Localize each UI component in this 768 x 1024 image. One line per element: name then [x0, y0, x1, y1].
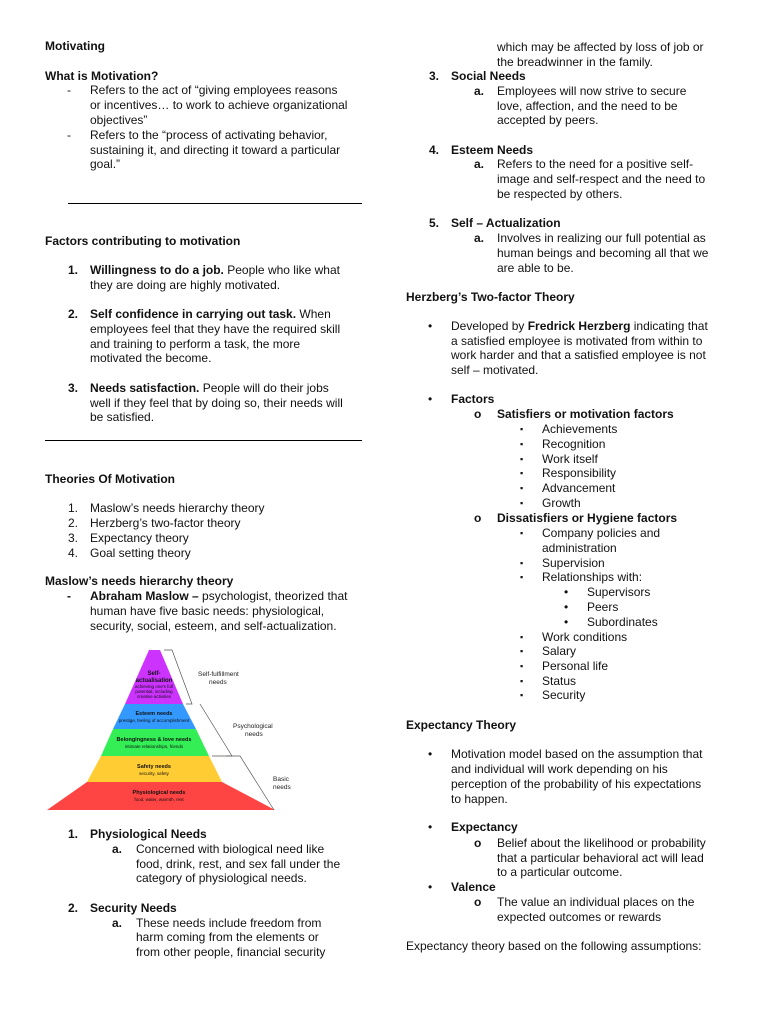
bullet-dot: •	[564, 585, 569, 599]
bullet-square: ▪	[520, 528, 524, 538]
what-is-heading: What is Motivation?	[45, 69, 159, 83]
sub-letter: a.	[474, 84, 485, 98]
list-number: 3.	[429, 69, 440, 83]
bullet-square: ▪	[520, 572, 524, 582]
bullet-dot: •	[428, 820, 433, 834]
dissatisfier-item: administration	[542, 541, 617, 555]
need-line: accepted by peers.	[497, 113, 599, 127]
theory-item: Goal setting theory	[90, 546, 191, 560]
list-number: 4.	[68, 546, 79, 560]
factor-line: be satisfied.	[90, 410, 155, 424]
expectancy-line: to happen.	[451, 792, 508, 806]
maslow-line: security, social, esteem, and self-actualization.	[90, 619, 337, 633]
need-line: food, drink, rest, and sex fall under the	[136, 857, 341, 871]
bullet-square: ▪	[520, 661, 524, 671]
sub-letter: a.	[112, 916, 123, 930]
bullet-square: ▪	[520, 424, 524, 434]
need-title: Physiological Needs	[90, 827, 207, 841]
dissatisfier-item: Work conditions	[542, 630, 628, 644]
expectancy-line: perception of the probability of his expectations	[451, 777, 702, 791]
bullet-square: ▪	[520, 676, 524, 686]
list-number: 4.	[429, 143, 440, 157]
need-line: the breadwinner in the family.	[497, 55, 653, 69]
level-sub: prestige, feeling of accomplishment	[118, 718, 190, 723]
bullet-dot: •	[428, 880, 433, 894]
list-number: 2.	[68, 307, 79, 321]
factor-line: motivated the become.	[90, 351, 212, 365]
satisfier-item: Responsibility	[542, 466, 617, 480]
dash-bullet: -	[67, 128, 71, 142]
pyramid-level-physiological	[47, 782, 275, 810]
bracket-label: Basic	[273, 776, 289, 783]
bracket-label: Psychological	[233, 723, 273, 730]
bullet-square: ▪	[520, 468, 524, 478]
factors-heading: Factors contributing to motivation	[45, 234, 241, 248]
dissatisfier-item: Status	[542, 674, 577, 688]
def-line: sustaining it, and directing it toward a particular	[90, 143, 341, 157]
dissatisfier-item: Supervision	[542, 556, 605, 570]
herzberg-line: self – motivated.	[451, 363, 539, 377]
expectancy-line: to a particular outcome.	[497, 865, 623, 879]
def-line: goal.”	[90, 157, 121, 171]
bracket-label: needs	[245, 731, 263, 738]
dissatisfier-item: Company policies and	[542, 526, 661, 540]
relationship-item: Supervisors	[587, 585, 651, 599]
herzberg-heading: Herzberg’s Two-factor Theory	[406, 290, 575, 304]
level-sub: security, safety	[139, 771, 169, 776]
theory-item: Maslow’s needs hierarchy theory	[90, 501, 265, 515]
need-line: Involves in realizing our full potential as	[497, 231, 706, 245]
list-number: 2.	[68, 901, 79, 915]
need-line: human beings and becoming all that we	[497, 246, 709, 260]
maslow-line: human have five basic needs: physiological,	[90, 604, 325, 618]
need-title: Self – Actualization	[451, 216, 561, 230]
dash-bullet: -	[67, 83, 71, 97]
bullet-square: ▪	[520, 646, 524, 656]
assumptions-line: Expectancy theory based on the following assumptions:	[406, 939, 702, 953]
bullet-square: ▪	[520, 498, 524, 508]
expectancy-label: Expectancy	[451, 820, 518, 834]
level-title: Esteem needs	[135, 711, 173, 717]
dissatisfier-item: Salary	[542, 644, 577, 658]
factor-line: they are doing are highly motivated.	[90, 278, 281, 292]
level-title: actualisation	[135, 678, 173, 684]
def-line: objectives”	[90, 113, 148, 127]
factors-label: Factors	[451, 392, 495, 406]
factor-line: Self confidence in carrying out task. When	[90, 307, 331, 321]
bullet-o: o	[474, 511, 482, 525]
dissatisfier-item: Relationships with:	[542, 570, 643, 584]
level-title: Physiological needs	[132, 790, 186, 796]
level-sub: food, water, warmth, rest	[134, 797, 184, 802]
need-line: Refers to the need for a positive self-	[497, 157, 694, 171]
bullet-dot: •	[428, 319, 433, 333]
bullet-o: o	[474, 895, 482, 909]
sub-letter: a.	[112, 842, 123, 856]
expectancy-line: Belief about the likelihood or probability	[497, 836, 706, 850]
list-number: 1.	[68, 263, 79, 277]
factor-line: Willingness to do a job. People who like what	[90, 263, 340, 277]
need-title: Social Needs	[451, 69, 526, 83]
bullet-square: ▪	[520, 632, 524, 642]
dissatisfier-item: Security	[542, 688, 586, 702]
bullet-square: ▪	[520, 454, 524, 464]
bullet-square: ▪	[520, 558, 524, 568]
bullet-dot: •	[564, 615, 569, 629]
bullet-square: ▪	[520, 483, 524, 493]
list-number: 3.	[68, 381, 79, 395]
expectancy-heading: Expectancy Theory	[406, 718, 517, 732]
list-number: 3.	[68, 531, 79, 545]
doc-title: Motivating	[45, 39, 105, 53]
level-title: Safety needs	[137, 764, 171, 770]
def-line: Refers to the “process of activating behavior,	[90, 128, 328, 142]
list-number: 2.	[68, 516, 79, 530]
herzberg-line: work harder and that a satisfied employee is not	[451, 348, 706, 362]
need-line: love, affection, and the need to be	[497, 99, 678, 113]
satisfiers-label: Satisfiers or motivation factors	[497, 407, 674, 421]
dissatisfier-item: Personal life	[542, 659, 609, 673]
factor-line: Needs satisfaction. People will do their jobs	[90, 381, 329, 395]
maslow-heading: Maslow’s needs hierarchy theory	[45, 574, 234, 588]
bracket-label: needs	[209, 679, 227, 686]
valence-label: Valence	[451, 880, 496, 894]
expectancy-line: and individual will work depending on his	[451, 762, 668, 776]
bracket-label: needs	[273, 784, 291, 791]
need-title: Esteem Needs	[451, 143, 534, 157]
valence-line: expected outcomes or rewards	[497, 910, 662, 924]
maslow-pyramid	[46, 648, 291, 814]
level-sub: creative activities	[136, 694, 172, 699]
satisfier-item: Work itself	[542, 452, 598, 466]
level-sub: potential, including	[135, 689, 173, 694]
dash-bullet: -	[67, 589, 71, 603]
factor-line: employees feel that they have the required skill	[90, 322, 341, 336]
bullet-dot: •	[564, 600, 569, 614]
need-line: image and self-respect and the need to	[497, 172, 706, 186]
herzberg-line: Developed by Fredrick Herzberg indicating that	[451, 319, 708, 333]
need-line: harm coming from the elements or	[136, 930, 319, 944]
bullet-dot: •	[428, 392, 433, 406]
satisfier-item: Growth	[542, 496, 581, 510]
expectancy-line: Motivation model based on the assumption that	[451, 747, 703, 761]
dissatisfiers-label: Dissatisfiers or Hygiene factors	[497, 511, 678, 525]
need-line: These needs include freedom from	[136, 916, 322, 930]
list-number: 1.	[68, 501, 79, 515]
level-sub: intimate relationships, friends	[124, 744, 184, 749]
list-number: 1.	[68, 827, 79, 841]
satisfier-item: Achievements	[542, 422, 618, 436]
bullet-o: o	[474, 407, 482, 421]
relationship-item: Peers	[587, 600, 619, 614]
bullet-dot: •	[428, 747, 433, 761]
divider	[68, 203, 362, 204]
sub-letter: a.	[474, 231, 485, 245]
theory-item: Expectancy theory	[90, 531, 189, 545]
bullet-square: ▪	[520, 439, 524, 449]
need-line: which may be affected by loss of job or	[497, 40, 704, 54]
list-number: 5.	[429, 216, 440, 230]
divider	[45, 440, 362, 441]
need-line: are able to be.	[497, 261, 574, 275]
need-line: category of physiological needs.	[136, 871, 307, 885]
def-line: Refers to the act of “giving employees reasons	[90, 83, 338, 97]
factor-line: well if they feel that by doing so, their needs will	[90, 396, 343, 410]
theories-heading: Theories Of Motivation	[45, 472, 176, 486]
level-title: Self-	[147, 671, 161, 677]
theory-item: Herzberg’s two-factor theory	[90, 516, 241, 530]
level-title: Belongingness & love needs	[116, 737, 192, 743]
level-sub: achieving one's full	[135, 684, 173, 689]
sub-letter: a.	[474, 157, 485, 171]
bracket-label: Self-fulfillment	[198, 671, 239, 678]
maslow-line: Abraham Maslow – psychologist, theorized that	[90, 589, 348, 603]
need-line: be respected by others.	[497, 187, 623, 201]
relationship-item: Subordinates	[587, 615, 658, 629]
satisfier-item: Advancement	[542, 481, 616, 495]
need-line: Concerned with biological need like	[136, 842, 325, 856]
def-line: or incentives… to work to achieve organizational	[90, 98, 348, 112]
factor-line: and training to perform a task, the more	[90, 337, 301, 351]
bullet-square: ▪	[520, 690, 524, 700]
herzberg-line: a satisfied employee is motivated from within to	[451, 334, 703, 348]
need-title: Security Needs	[90, 901, 177, 915]
satisfier-item: Recognition	[542, 437, 606, 451]
bullet-o: o	[474, 836, 482, 850]
need-line: from other people, financial security	[136, 945, 326, 959]
need-line: Employees will now strive to secure	[497, 84, 687, 98]
expectancy-line: that a particular behavioral act will lead	[497, 851, 704, 865]
valence-line: The value an individual places on the	[497, 895, 695, 909]
